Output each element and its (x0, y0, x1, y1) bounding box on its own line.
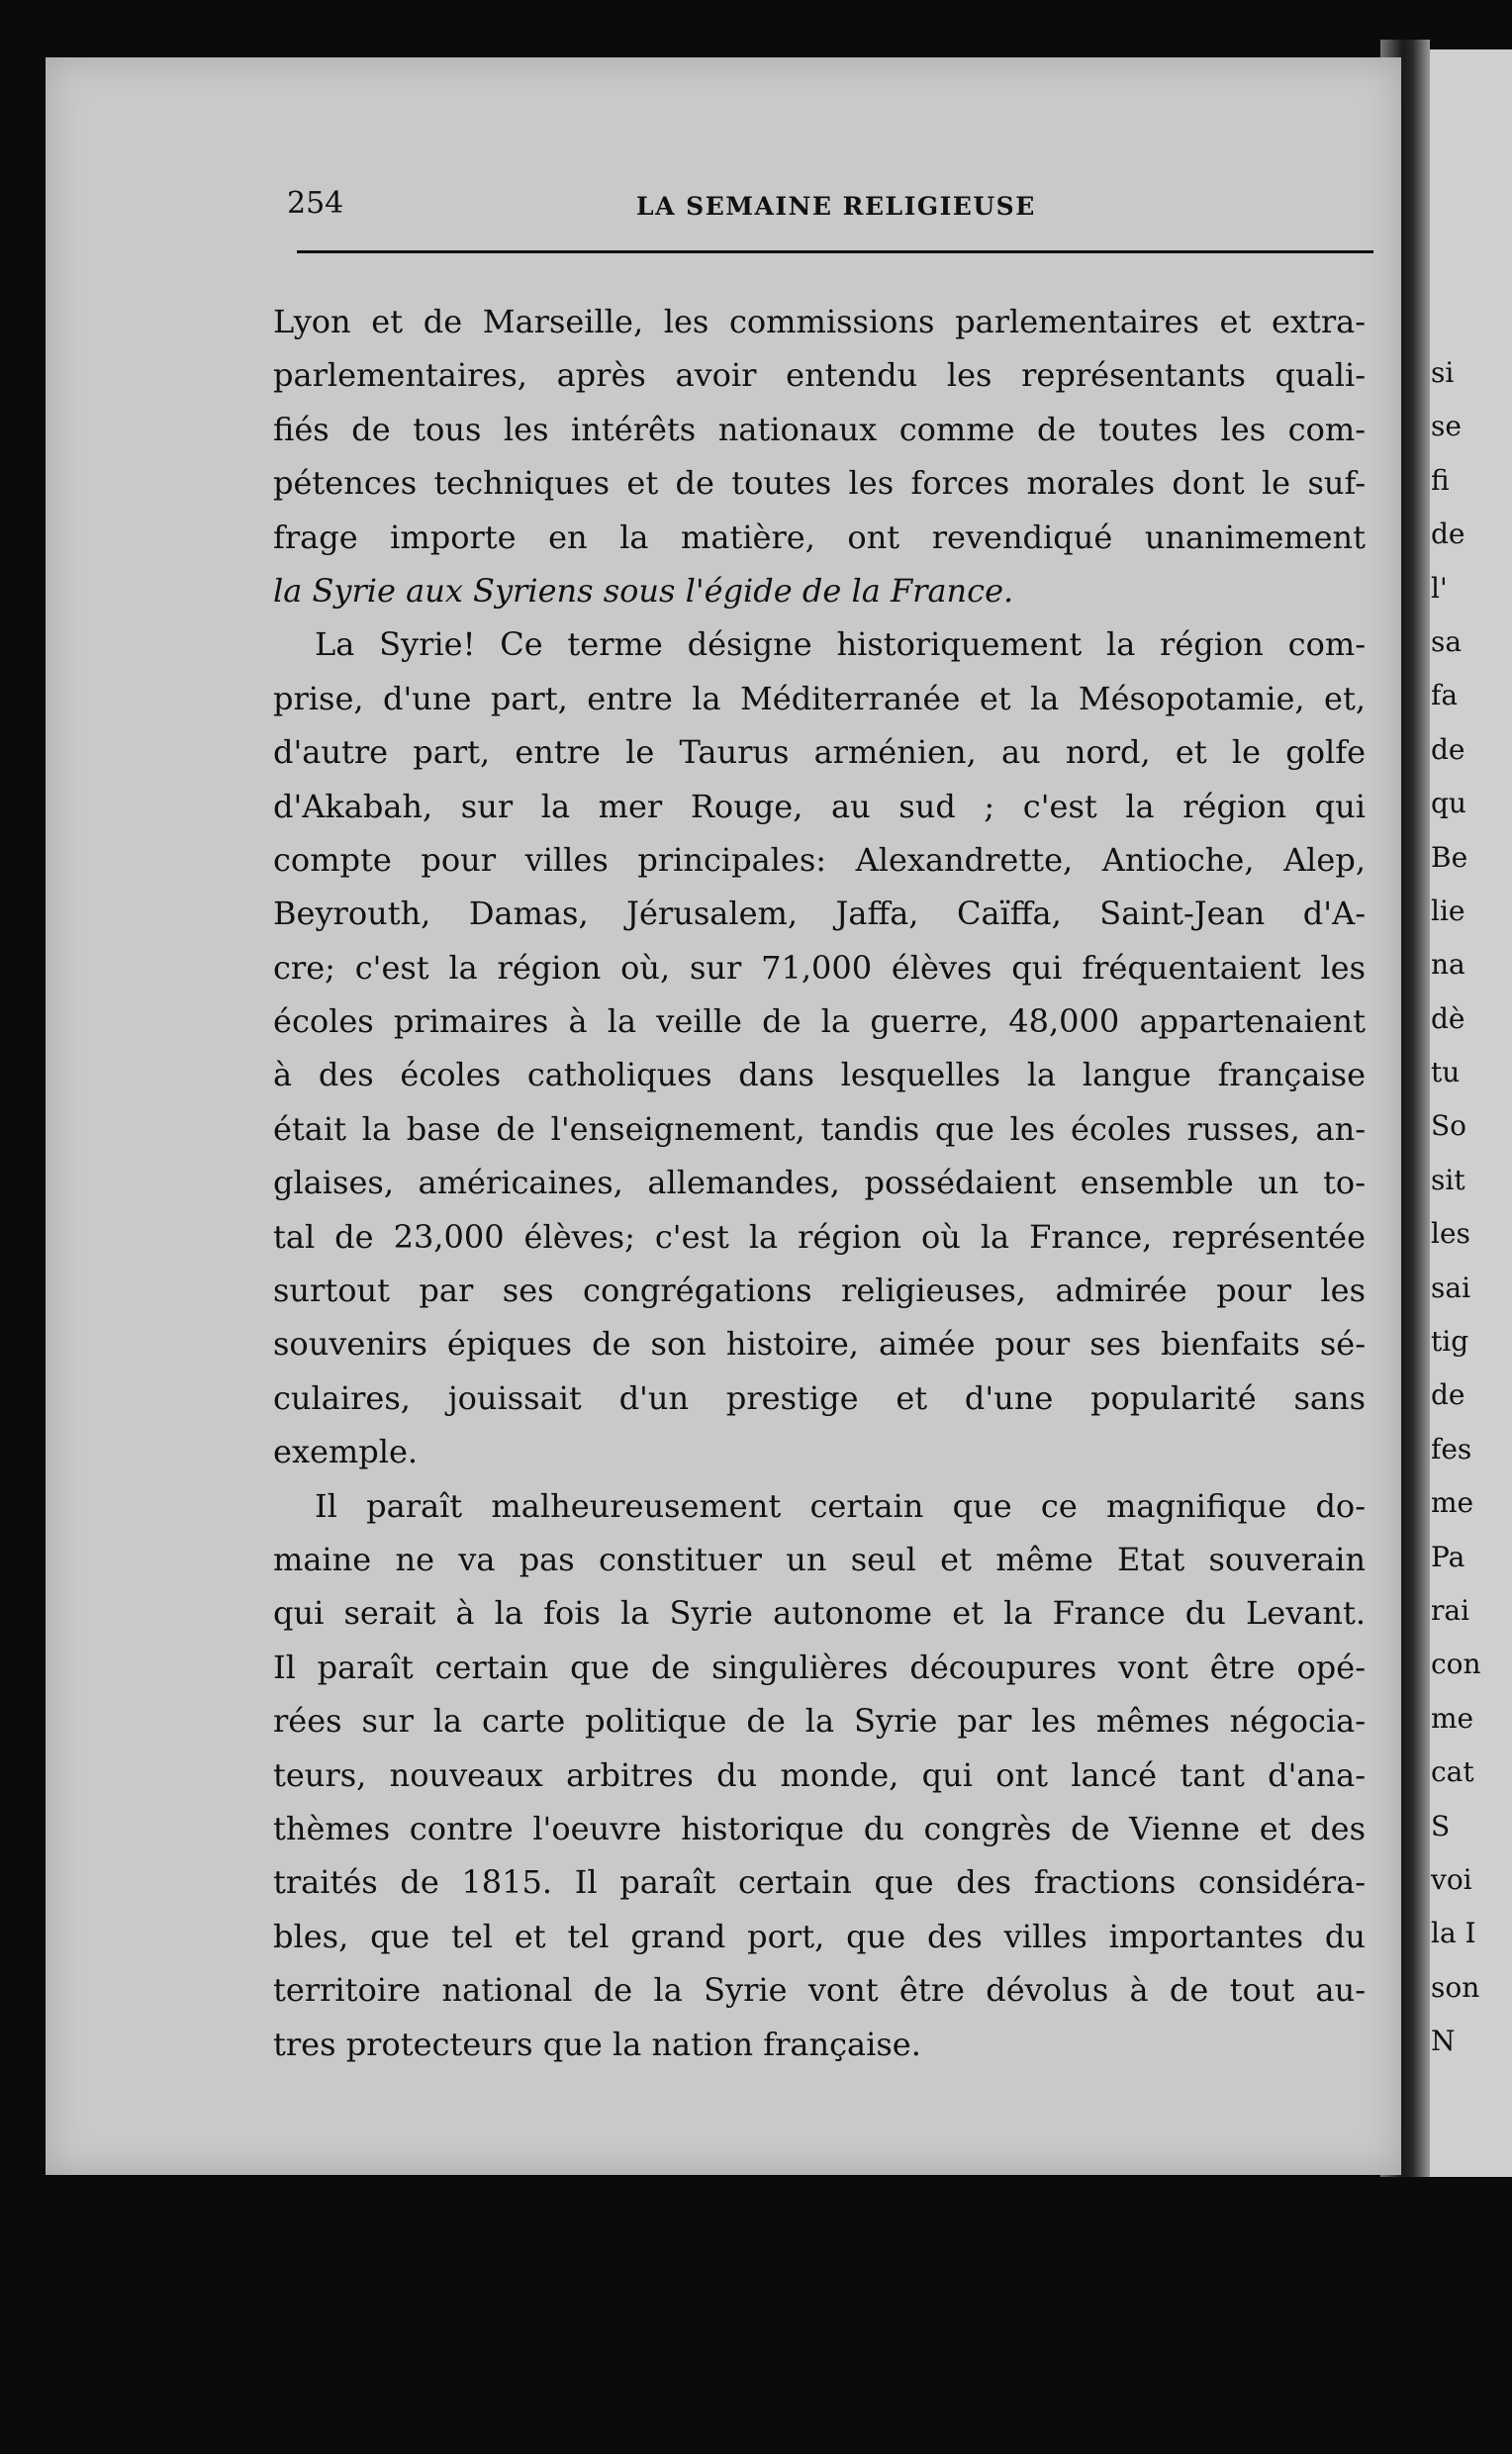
text-line: teurs, nouveaux arbitres du monde, qui ont lancé tant d'ana- (273, 1755, 1366, 1794)
text-line: maine ne va pas constituer un seul et même Etat souverain (273, 1540, 1366, 1578)
text-line: parlementaires, après avoir entendu les représentants quali- (273, 356, 1366, 395)
page-header (267, 186, 1375, 226)
facing-page-fragment: dè (1431, 1001, 1465, 1035)
facing-page-fragment: N (1431, 2025, 1456, 2058)
facing-page-fragment: voi (1431, 1862, 1472, 1896)
text-line: à des écoles catholiques dans lesquelles la langue française (273, 1056, 1366, 1094)
facing-page-fragment: fi (1431, 463, 1450, 497)
text-line: était la base de l'enseignement, tandis que les écoles russes, an- (273, 1109, 1366, 1148)
text-line: écoles primaires à la veille de la guerre, 48,000 appartenaient (273, 1002, 1366, 1041)
text-line-italic: la Syrie aux Syriens sous l'égide de la France. (273, 571, 1014, 610)
facing-page-edge (1425, 49, 1512, 2177)
text-line: prise, d'une part, entre la Méditerranée et la Mésopotamie, et, (273, 679, 1366, 717)
facing-page-fragment: na (1431, 948, 1465, 982)
text-line: qui serait à la fois la Syrie autonome et la France du Levant. (273, 1594, 1366, 1633)
facing-page-fragment: si (1431, 356, 1455, 389)
body-text (273, 295, 1366, 2071)
text-line: exemple. (273, 1433, 419, 1471)
text-line: culaires, jouissait d'un prestige et d'une popularité sans (273, 1378, 1366, 1417)
text-line: frage importe en la matière, ont revendiqué unanimement (273, 518, 1366, 556)
facing-page-fragment: tig (1431, 1325, 1469, 1359)
paragraph-start: Il paraît malheureusement certain que ce magnifique do- (315, 1486, 1366, 1525)
facing-page-fragment: de (1431, 1378, 1465, 1412)
text-line: tres protecteurs que la nation française. (273, 2025, 921, 2063)
facing-page-fragment: l' (1431, 571, 1448, 605)
text-line: souvenirs épiques de son histoire, aimée pour ses bienfaits sé- (273, 1325, 1366, 1364)
facing-page-fragment: qu (1431, 787, 1466, 820)
text-line: compte pour villes principales: Alexandrette, Antioche, Alep, (273, 840, 1366, 879)
facing-page-fragment: Be (1431, 840, 1468, 874)
text-line: rées sur la carte politique de la Syrie par les mêmes négocia- (273, 1702, 1366, 1741)
facing-page-fragment: les (1431, 1217, 1470, 1251)
text-line: fiés de tous les intérêts nationaux comme de toutes les com- (273, 410, 1366, 448)
text-line: d'Akabah, sur la mer Rouge, au sud ; c'est la région qui (273, 787, 1366, 825)
text-line: traités de 1815. Il paraît certain que des fractions considéra- (273, 1863, 1366, 1902)
text-line: territoire national de la Syrie vont être dévolus à de tout au- (273, 1971, 1366, 2010)
facing-page-fragment: de (1431, 732, 1465, 766)
facing-page-fragment: tu (1431, 1056, 1461, 1089)
text-line: Il paraît certain que de singulières découpures vont être opé- (273, 1648, 1366, 1686)
facing-page-fragment: sai (1431, 1271, 1471, 1304)
facing-page-fragment: me (1431, 1486, 1474, 1520)
text-line: surtout par ses congrégations religieuses, admirée pour les (273, 1272, 1366, 1310)
facing-page-fragment: sit (1431, 1163, 1465, 1196)
text-line: pétences techniques et de toutes les forces morales dont le suf- (273, 464, 1366, 503)
facing-page-text (1431, 346, 1481, 2069)
text-line: Beyrouth, Damas, Jérusalem, Jaffa, Caïffa, Saint-Jean d'A- (273, 895, 1366, 933)
text-line: Lyon et de Marseille, les commissions parlementaires et extra- (273, 303, 1366, 340)
header-rule (297, 250, 1373, 253)
facing-page-fragment: So (1431, 1109, 1467, 1143)
facing-page-fragment: de (1431, 518, 1465, 551)
facing-page-fragment: S (1431, 1809, 1451, 1842)
facing-page-fragment: son (1431, 1970, 1480, 2004)
text-line: glaises, américaines, allemandes, possédaient ensemble un to- (273, 1164, 1366, 1202)
facing-page-fragment: fa (1431, 679, 1459, 712)
text-line: d'autre part, entre le Taurus arménien, au nord, et le golfe (273, 733, 1366, 772)
facing-page-fragment: cat (1431, 1755, 1474, 1789)
paragraph-start: La Syrie! Ce terme désigne historiquement la région com- (315, 625, 1366, 664)
text-line: thèmes contre l'oeuvre historique du congrès de Vienne et des (273, 1809, 1366, 1847)
text-line: cre; c'est la région où, sur 71,000 élèves qui fréquentaient les (273, 948, 1366, 987)
facing-page-fragment: con (1431, 1648, 1481, 1681)
facing-page-fragment: lie (1431, 894, 1465, 927)
text-line: tal de 23,000 élèves; c'est la région où la France, représentée (273, 1217, 1366, 1256)
facing-page-fragment: rai (1431, 1593, 1470, 1627)
facing-page-fragment: se (1431, 410, 1462, 443)
facing-page-fragment: la I (1431, 1917, 1476, 1950)
page-number: 254 (287, 186, 344, 221)
running-title: LA SEMAINE RELIGIEUSE (636, 192, 1036, 221)
text-line: bles, que tel et tel grand port, que des villes importantes du (273, 1917, 1366, 1955)
facing-page-fragment: fes (1431, 1432, 1472, 1465)
facing-page-fragment: sa (1431, 624, 1463, 658)
facing-page-fragment: me (1431, 1701, 1474, 1735)
facing-page-fragment: Pa (1431, 1540, 1465, 1573)
